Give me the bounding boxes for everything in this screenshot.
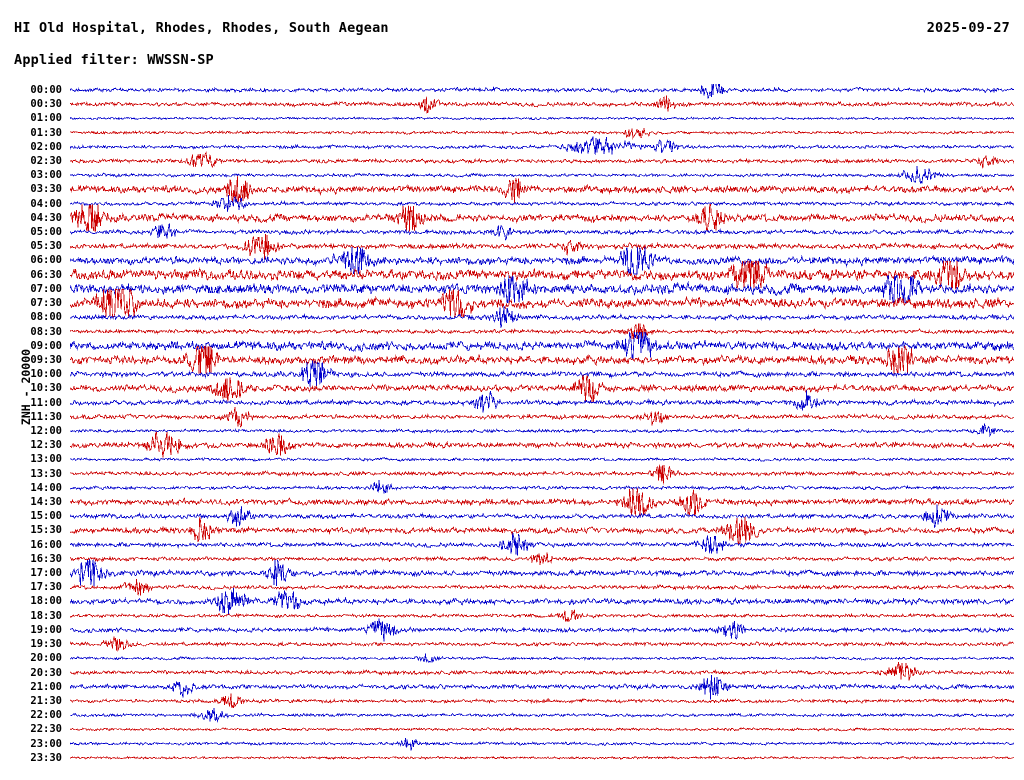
time-tick-label: 20:30 — [30, 666, 62, 679]
seismogram-trace — [70, 166, 1014, 183]
seismogram-trace — [70, 424, 1014, 436]
time-tick-label: 15:00 — [30, 510, 62, 523]
time-tick-label: 05:30 — [30, 240, 62, 253]
seismogram-trace — [70, 610, 1014, 622]
time-tick-label: 13:00 — [30, 453, 62, 466]
seismogram-trace — [70, 306, 1014, 328]
seismogram-trace — [70, 95, 1014, 112]
seismogram-trace — [70, 708, 1014, 721]
seismogram-trace — [70, 675, 1014, 699]
time-tick-label: 12:00 — [30, 424, 62, 437]
seismogram-trace — [70, 480, 1014, 493]
seismogram-trace — [70, 465, 1014, 485]
seismogram-trace — [70, 654, 1014, 663]
time-tick-label: 00:00 — [30, 83, 62, 96]
seismogram-trace — [70, 117, 1014, 120]
time-tick-label: 08:30 — [30, 325, 62, 338]
time-tick-label: 11:30 — [30, 410, 62, 423]
time-tick-label: 01:00 — [30, 112, 62, 125]
time-tick-label: 01:30 — [30, 126, 62, 139]
time-tick-label: 21:30 — [30, 694, 62, 707]
time-tick-label: 22:30 — [30, 723, 62, 736]
seismogram-trace — [70, 489, 1014, 516]
record-date: 2025-09-27 — [926, 20, 1010, 36]
time-tick-label: 20:00 — [30, 652, 62, 665]
time-tick-label: 19:30 — [30, 638, 62, 651]
seismogram-trace — [70, 517, 1014, 544]
time-tick-label: 10:30 — [30, 382, 62, 395]
seismogram-trace — [70, 504, 1014, 528]
seismogram-trace — [70, 128, 1014, 138]
time-tick-label: 18:30 — [30, 609, 62, 622]
y-axis-label: ZNH - 20000 — [19, 348, 33, 426]
seismogram-trace — [70, 756, 1014, 759]
seismogram-trace — [70, 407, 1014, 427]
time-tick-label: 03:00 — [30, 169, 62, 182]
time-tick-label: 06:00 — [30, 254, 62, 267]
seismogram-trace — [70, 738, 1014, 751]
time-tick-label: 11:00 — [30, 396, 62, 409]
seismogram-trace — [70, 176, 1014, 203]
seismogram-trace — [70, 390, 1014, 412]
seismogram-trace — [70, 204, 1014, 231]
seismogram-trace — [70, 346, 1014, 373]
seismogram-trace — [70, 290, 1014, 317]
time-tick-label: 06:30 — [30, 268, 62, 281]
time-tick-label: 16:30 — [30, 552, 62, 565]
seismogram-trace — [70, 728, 1014, 731]
seismogram-trace — [70, 223, 1014, 239]
time-tick-label: 17:30 — [30, 581, 62, 594]
time-tick-label: 23:30 — [30, 751, 62, 764]
seismogram-trace — [70, 619, 1014, 642]
seismogram-trace — [70, 432, 1014, 458]
seismogram-trace — [70, 195, 1014, 212]
time-tick-label: 13:30 — [30, 467, 62, 480]
helicorder-plot — [70, 84, 1014, 766]
seismogram-trace — [70, 275, 1014, 302]
seismogram-trace — [70, 533, 1014, 556]
time-tick-label: 19:00 — [30, 623, 62, 636]
time-tick-label: 05:00 — [30, 226, 62, 239]
time-tick-label: 18:00 — [30, 595, 62, 608]
time-tick-label: 04:00 — [30, 197, 62, 210]
seismogram-trace — [70, 375, 1014, 402]
seismogram-trace — [70, 234, 1014, 259]
time-tick-label: 12:30 — [30, 439, 62, 452]
time-tick-label: 14:30 — [30, 496, 62, 508]
time-tick-label: 17:00 — [30, 567, 62, 580]
seismogram-trace — [70, 588, 1014, 615]
seismogram-trace — [70, 662, 1014, 680]
time-axis-labels — [0, 84, 68, 766]
time-tick-label: 02:00 — [30, 140, 62, 153]
time-tick-label: 07:00 — [30, 282, 62, 295]
time-tick-label: 09:30 — [30, 353, 62, 366]
time-tick-label: 09:00 — [30, 339, 62, 352]
seismogram-trace — [70, 694, 1014, 708]
time-tick-label: 16:00 — [30, 538, 62, 551]
time-tick-label: 03:30 — [30, 183, 62, 196]
time-tick-label: 10:00 — [30, 368, 62, 381]
seismogram-trace — [70, 84, 1014, 99]
seismogram-trace — [70, 458, 1014, 462]
time-tick-label: 02:30 — [30, 155, 62, 167]
seismogram-trace — [70, 247, 1014, 274]
seismogram-trace — [70, 261, 1014, 288]
seismogram-trace — [70, 137, 1014, 155]
seismogram-trace — [70, 361, 1014, 387]
seismogram-trace — [70, 152, 1014, 168]
time-tick-label: 08:00 — [30, 311, 62, 324]
time-tick-label: 15:30 — [30, 524, 62, 537]
seismogram-trace — [70, 323, 1014, 339]
time-tick-label: 07:30 — [30, 297, 62, 310]
time-tick-label: 22:00 — [30, 709, 62, 722]
time-tick-label: 14:00 — [30, 481, 62, 494]
seismogram-trace — [70, 579, 1014, 595]
seismogram-trace — [70, 552, 1014, 565]
seismogram-trace — [70, 560, 1014, 586]
seismogram-trace — [70, 637, 1014, 651]
page-title: HI Old Hospital, Rhodes, Rhodes, South Aegean — [14, 20, 389, 36]
time-tick-label: 23:00 — [30, 737, 62, 750]
time-tick-label: 21:00 — [30, 680, 62, 693]
time-tick-label: 04:30 — [30, 211, 62, 224]
time-tick-label: 00:30 — [30, 98, 62, 111]
applied-filter-label: Applied filter: WWSSN-SP — [14, 52, 214, 68]
